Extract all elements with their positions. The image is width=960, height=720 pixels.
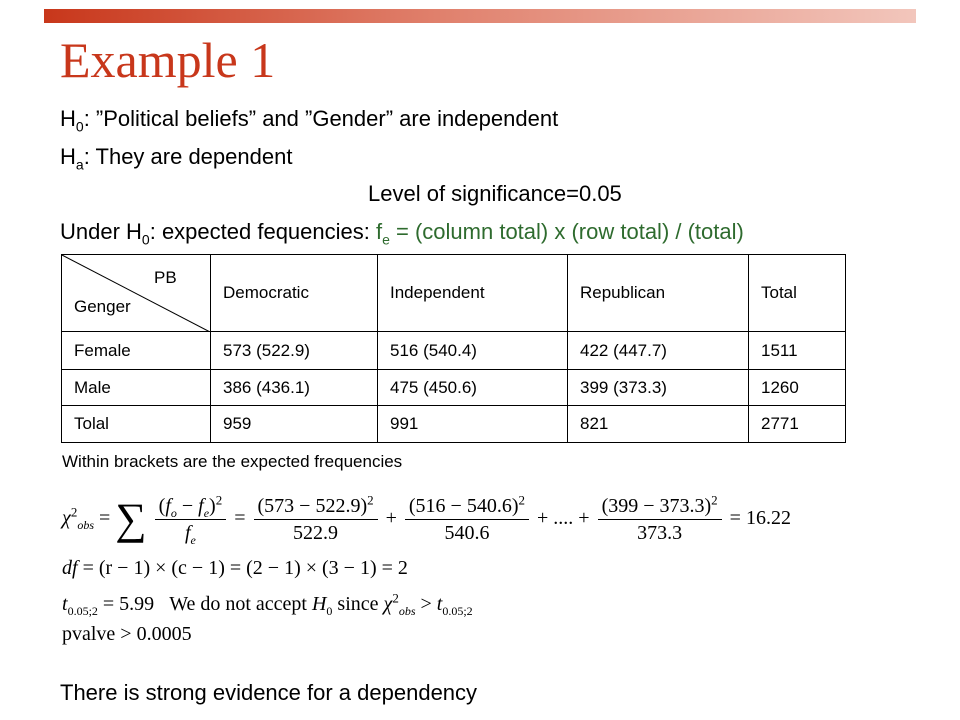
h0-symbol: H — [60, 106, 76, 131]
slide-title: Example 1 — [60, 32, 276, 88]
table-cell: 959 — [211, 406, 378, 443]
conclusion-text: There is strong evidence for a dependency — [60, 680, 478, 705]
table-note: Within brackets are the expected frequencies — [62, 452, 403, 471]
table-cell: 2771 — [749, 406, 846, 443]
h0-subscript: 0 — [75, 118, 84, 135]
h0-text: : ”Political beliefs” and ”Gender” are independent — [83, 106, 559, 131]
critical-value-formula: $t_{0.05;2} = 5.99$ We do not accept $H_0$ since $\chi^2_{obs} > t_{0.05;2}$ — [62, 590, 473, 618]
corner-cell — [62, 255, 211, 332]
table-row — [62, 370, 846, 406]
expected-frequency-line — [60, 219, 744, 248]
table-cell: 516 (540.4) — [378, 332, 568, 370]
row-label: Tolal — [62, 406, 211, 443]
significance-level: Level of significance=0.05 — [368, 181, 622, 206]
corner-gender-label: Genger — [74, 297, 131, 316]
formula-rest: = (column total) x (row total) / (total) — [389, 219, 744, 244]
expected-prefix: Under H — [60, 219, 142, 244]
header-cell: Total — [749, 255, 846, 332]
table-row — [62, 332, 846, 370]
critical-value: = 5.99 — [102, 593, 155, 615]
expected-text: : expected fequencies: — [149, 219, 376, 244]
table-header-row — [62, 255, 846, 332]
chi-square-result: 16.22 — [745, 507, 791, 530]
ha-symbol: H — [60, 144, 76, 169]
table-cell: 386 (436.1) — [211, 370, 378, 406]
ha-text: : They are dependent — [83, 144, 293, 169]
null-hypothesis — [60, 106, 559, 135]
table-cell: 475 (450.6) — [378, 370, 568, 406]
formula-subscript: e — [382, 231, 390, 248]
header-cell: Republican — [568, 255, 749, 332]
df-expression: = (r − 1) × (c − 1) = (2 − 1) × (3 − 1) = 2 — [82, 557, 408, 579]
expected-subscript: 0 — [141, 231, 150, 248]
expected-formula — [375, 219, 744, 248]
table-cell: 821 — [568, 406, 749, 443]
since-text: since — [337, 593, 379, 615]
table-cell: 991 — [378, 406, 568, 443]
formula-f: f — [375, 219, 383, 244]
table-cell: 1260 — [749, 370, 846, 406]
alternative-hypothesis — [60, 144, 293, 173]
ha-subscript: a — [75, 156, 84, 173]
table-cell: 399 (373.3) — [568, 370, 749, 406]
row-label: Female — [62, 332, 211, 370]
header-cell: Democratic — [211, 255, 378, 332]
table-cell: 1511 — [749, 332, 846, 370]
row-label: Male — [62, 370, 211, 406]
corner-pb-label: PB — [154, 268, 177, 287]
table-cell: 573 (522.9) — [211, 332, 378, 370]
decision-text: We do not accept — [169, 593, 307, 615]
contingency-table — [61, 254, 846, 443]
degrees-of-freedom-formula: df = (r − 1) × (c − 1) = (2 − 1) × (3 − 1) = 2 — [62, 557, 408, 579]
table-row — [62, 406, 846, 443]
table-cell: 422 (447.7) — [568, 332, 749, 370]
chi-square-formula: $\chi^2_{obs}$ = ∑ $\frac{(f_o - f_e)^2}{f_e}$ = $\frac{(573 - 522.9)^2}{522.9}$ + $\frac{(516 - 540.6)^2}{540.6}$ + .... + $\frac{(399 - 373.3)^2}{373.3}$ = 16.22 — [62, 492, 791, 547]
pvalue-formula: pvalve > 0.0005 — [62, 623, 192, 645]
header-cell: Independent — [378, 255, 568, 332]
title-accent-bar — [44, 9, 916, 23]
corner-diagonal — [62, 255, 210, 332]
